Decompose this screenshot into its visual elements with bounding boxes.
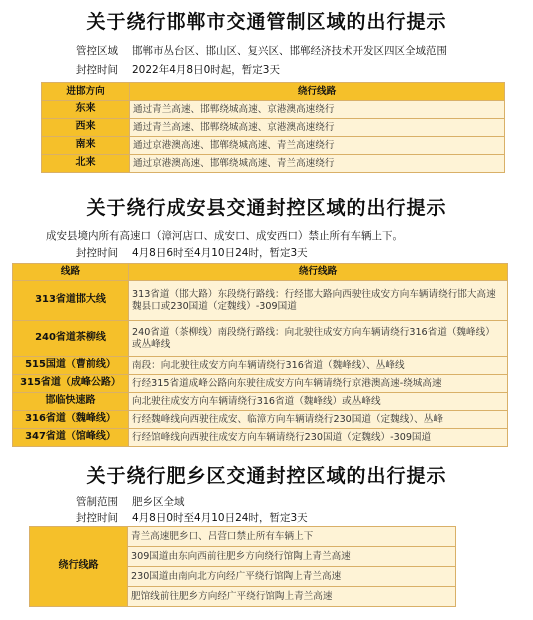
- direction-cell: 北来: [42, 155, 130, 173]
- road-cell: 515国道（曹前线）: [13, 357, 129, 375]
- road-cell: 313省道邯大线: [13, 281, 129, 321]
- s1-area-value: 邯郸市丛台区、邯山区、复兴区、邯郸经济技术开发区四区全域范围: [132, 45, 447, 57]
- direction-cell: 南来: [42, 137, 130, 155]
- direction-cell: 西来: [42, 119, 130, 137]
- s3-time-label: 封控时间: [76, 512, 118, 524]
- s3-time-row: [36, 510, 308, 525]
- s3-route-table: [29, 526, 456, 607]
- s1-header-direction: 进邯方向: [42, 83, 130, 101]
- route-cell: 通过青兰高速、邯郸绕城高速、京港澳高速绕行: [130, 119, 505, 137]
- route-cell: 行经315省道成峰公路向东驶往成安方向车辆请绕行京港澳高速-绕城高速: [129, 375, 508, 393]
- s2-route-table: [12, 263, 508, 447]
- s1-time-value: 2022年4月8日0时起，暂定3天: [132, 64, 280, 76]
- s3-route-label: 绕行线路: [30, 527, 128, 607]
- table-row: [30, 527, 456, 547]
- route-cell: 309国道由东向西前往肥乡方向绕行馆陶上青兰高速: [128, 547, 456, 567]
- s2-header-route: 绕行线路: [129, 264, 508, 281]
- route-cell: 肥馆线前往肥乡方向经广平绕行馆陶上青兰高速: [128, 587, 456, 607]
- s1-time-row: [36, 62, 280, 77]
- section2-title: 关于绕行成安县交通封控区域的出行提示: [86, 197, 447, 219]
- s1-route-table: [41, 82, 505, 173]
- table-row: [42, 155, 505, 173]
- route-cell: 行经馆峰线向西驶往成安方向车辆请绕行230国道（定魏线）-309国道: [129, 429, 508, 447]
- s2-time-row: [36, 245, 308, 260]
- route-cell: 行经魏峰线向西驶往成安、临漳方向车辆请绕行230国道（定魏线）、丛峰: [129, 411, 508, 429]
- s3-area-row: [36, 494, 185, 509]
- route-cell: 通过京港澳高速、邯郸绕城高速、青兰高速绕行: [130, 137, 505, 155]
- table-row: [13, 393, 508, 411]
- s2-note: 成安县境内所有高速口（漳河店口、成安口、成安西口）禁止所有车辆上下。: [46, 230, 403, 242]
- table-row: [13, 375, 508, 393]
- road-cell: 316省道（魏峰线）: [13, 411, 129, 429]
- s1-area-row: [36, 43, 447, 58]
- road-cell: 315省道（成峰公路）: [13, 375, 129, 393]
- route-cell: 230国道由南向北方向经广平绕行馆陶上青兰高速: [128, 567, 456, 587]
- route-cell: 通过京港澳高速、邯郸绕城高速、青兰高速绕行: [130, 155, 505, 173]
- table-row: [42, 119, 505, 137]
- s1-area-label: 管控区域: [76, 45, 118, 57]
- route-cell: 通过青兰高速、邯郸绕城高速、京港澳高速绕行: [130, 101, 505, 119]
- s1-time-label: 封控时间: [76, 64, 118, 76]
- road-cell: 347省道（馆峰线）: [13, 429, 129, 447]
- route-cell: 240省道（茶柳线）南段绕行路线：向北驶往成安方向车辆请绕行316省道（魏峰线）或丛峰线: [129, 321, 508, 357]
- table-row: [42, 137, 505, 155]
- s3-area-value: 肥乡区全域: [132, 496, 185, 508]
- s2-time-label: 封控时间: [76, 247, 118, 259]
- s2-time-value: 4月8日6时至4月10日24时，暂定3天: [132, 247, 308, 259]
- table-header-row: [42, 83, 505, 101]
- table-header-row: [13, 264, 508, 281]
- section3-title: 关于绕行肥乡区交通封控区域的出行提示: [86, 465, 447, 487]
- table-row: [13, 411, 508, 429]
- direction-cell: 东来: [42, 101, 130, 119]
- table-row: [13, 281, 508, 321]
- s1-header-route: 绕行线路: [130, 83, 505, 101]
- table-row: [13, 321, 508, 357]
- route-cell: 向北驶往成安方向车辆请绕行316省道（魏峰线）或丛峰线: [129, 393, 508, 411]
- table-row: [13, 429, 508, 447]
- route-cell: 南段：向北驶往成安方向车辆请绕行316省道（魏峰线）、丛峰线: [129, 357, 508, 375]
- table-row: [13, 357, 508, 375]
- s3-time-value: 4月8日0时至4月10日24时，暂定3天: [132, 512, 308, 524]
- s2-header-road: 线路: [13, 264, 129, 281]
- route-cell: 313省道（邯大路）东段绕行路线：行经邯大路向西驶往成安方向车辆请绕行邯大高速魏县口或230国道（定魏线）-309国道: [129, 281, 508, 321]
- road-cell: 邯临快速路: [13, 393, 129, 411]
- road-cell: 240省道茶柳线: [13, 321, 129, 357]
- route-cell: 青兰高速肥乡口、吕营口禁止所有车辆上下: [128, 527, 456, 547]
- section1-title: 关于绕行邯郸市交通管制区域的出行提示: [86, 11, 447, 33]
- table-row: [42, 101, 505, 119]
- s3-area-label: 管制范围: [76, 496, 118, 508]
